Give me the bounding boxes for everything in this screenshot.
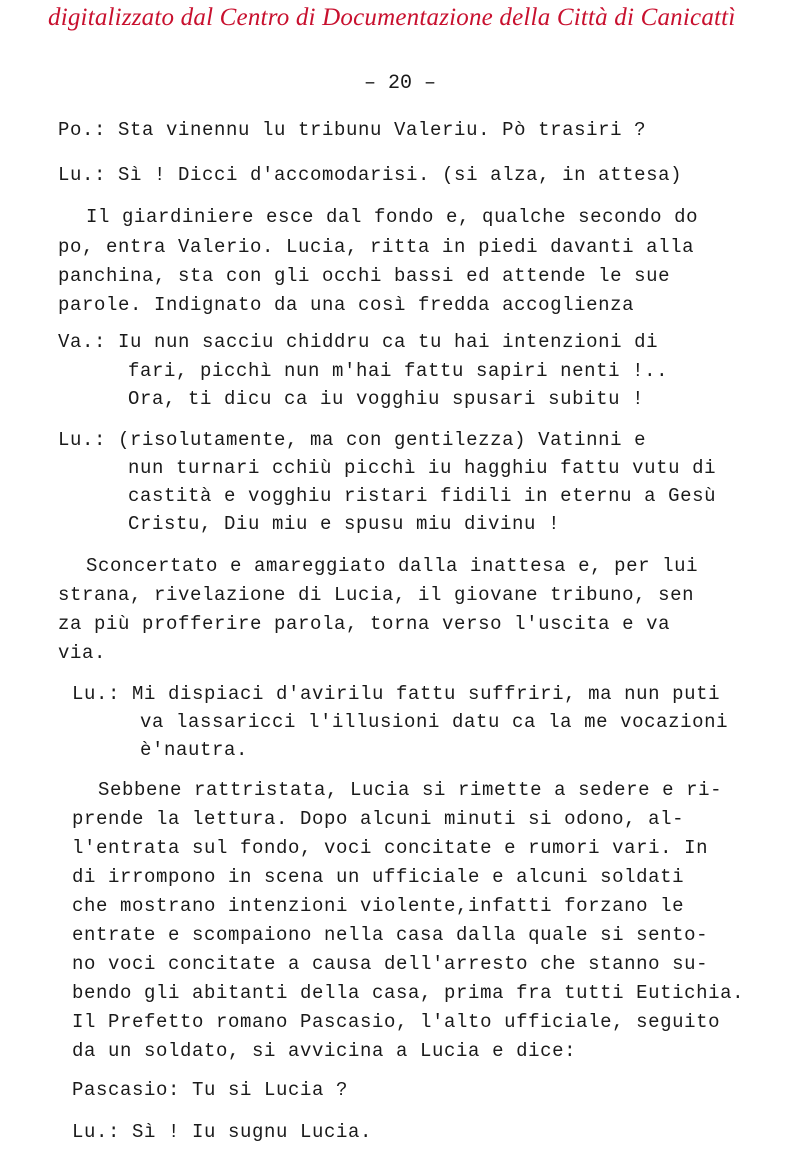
stage-direction-line: di irrompono in scena un ufficiale e alcuni soldati — [72, 866, 685, 888]
page-number: – 20 – — [363, 72, 436, 95]
stage-direction-line: Il giardiniere esce dal fondo e, qualche secondo do — [86, 206, 699, 228]
dialogue-line: castità e vogghiu ristari fidili in eternu a Gesù — [128, 485, 717, 507]
stage-direction-line: Sebbene rattristata, Lucia si rimette a sedere e ri- — [98, 779, 723, 801]
dialogue-line: Lu.: Mi dispiaci d'avirilu fattu suffriri, ma nun puti — [72, 683, 721, 705]
dialogue-line: Pascasio: Tu si Lucia ? — [72, 1079, 349, 1101]
dialogue-line: fari, picchì nun m'hai fattu sapiri nenti !.. — [128, 360, 669, 382]
stage-direction-line: che mostrano intenzioni violente,infatti forzano le — [72, 895, 685, 917]
stage-direction-line: prende la lettura. Dopo alcuni minuti si odono, al- — [72, 808, 685, 830]
stage-direction-line: da un soldato, si avvicina a Lucia e dice: — [72, 1040, 577, 1062]
dialogue-line: è'nautra. — [140, 739, 249, 761]
dialogue-line: Lu.: (risolutamente, ma con gentilezza) Vatinni e — [58, 429, 647, 451]
dialogue-line: Lu.: Sì ! Dicci d'accomodarisi. (si alza, in attesa) — [58, 164, 683, 186]
stage-direction-line: l'entrata sul fondo, voci concitate e rumori vari. In — [72, 837, 709, 859]
dialogue-line: nun turnari cchiù picchì iu hagghiu fattu vutu di — [128, 457, 717, 479]
dialogue-line: Cristu, Diu miu e spusu miu divinu ! — [128, 513, 561, 535]
stage-direction-line: za più profferire parola, torna verso l'uscita e va — [58, 613, 671, 635]
stage-direction-line: no voci concitate a causa dell'arresto che stanno su- — [72, 953, 709, 975]
stage-direction-line: parole. Indignato da una così fredda accoglienza — [58, 294, 635, 316]
stage-direction-line: entrate e scompaiono nella casa dalla quale si sento- — [72, 924, 709, 946]
dialogue-line: va lassaricci l'illusioni datu ca la me vocazioni — [140, 711, 729, 733]
dialogue-line: Ora, ti dicu ca iu vogghiu spusari subitu ! — [128, 388, 645, 410]
digitization-watermark: digitalizzato dal Centro di Documentazione della Città di Canicattì — [48, 4, 736, 31]
dialogue-line: Va.: Iu nun sacciu chiddru ca tu hai intenzioni di — [58, 331, 659, 353]
stage-direction-line: strana, rivelazione di Lucia, il giovane tribuno, sen — [58, 584, 695, 606]
stage-direction-line: po, entra Valerio. Lucia, ritta in piedi davanti alla — [58, 236, 695, 258]
stage-direction-line: Sconcertato e amareggiato dalla inattesa e, per lui — [86, 555, 699, 577]
stage-direction-line: via. — [58, 642, 107, 664]
stage-direction-line: bendo gli abitanti della casa, prima fra tutti Eutichia. — [72, 982, 745, 1004]
stage-direction-line: Il Prefetto romano Pascasio, l'alto ufficiale, seguito — [72, 1011, 721, 1033]
dialogue-line: Lu.: Sì ! Iu sugnu Lucia. — [72, 1121, 373, 1143]
dialogue-line: Po.: Sta vinennu lu tribunu Valeriu. Pò trasiri ? — [58, 119, 647, 141]
stage-direction-line: panchina, sta con gli occhi bassi ed attende le sue — [58, 265, 671, 287]
